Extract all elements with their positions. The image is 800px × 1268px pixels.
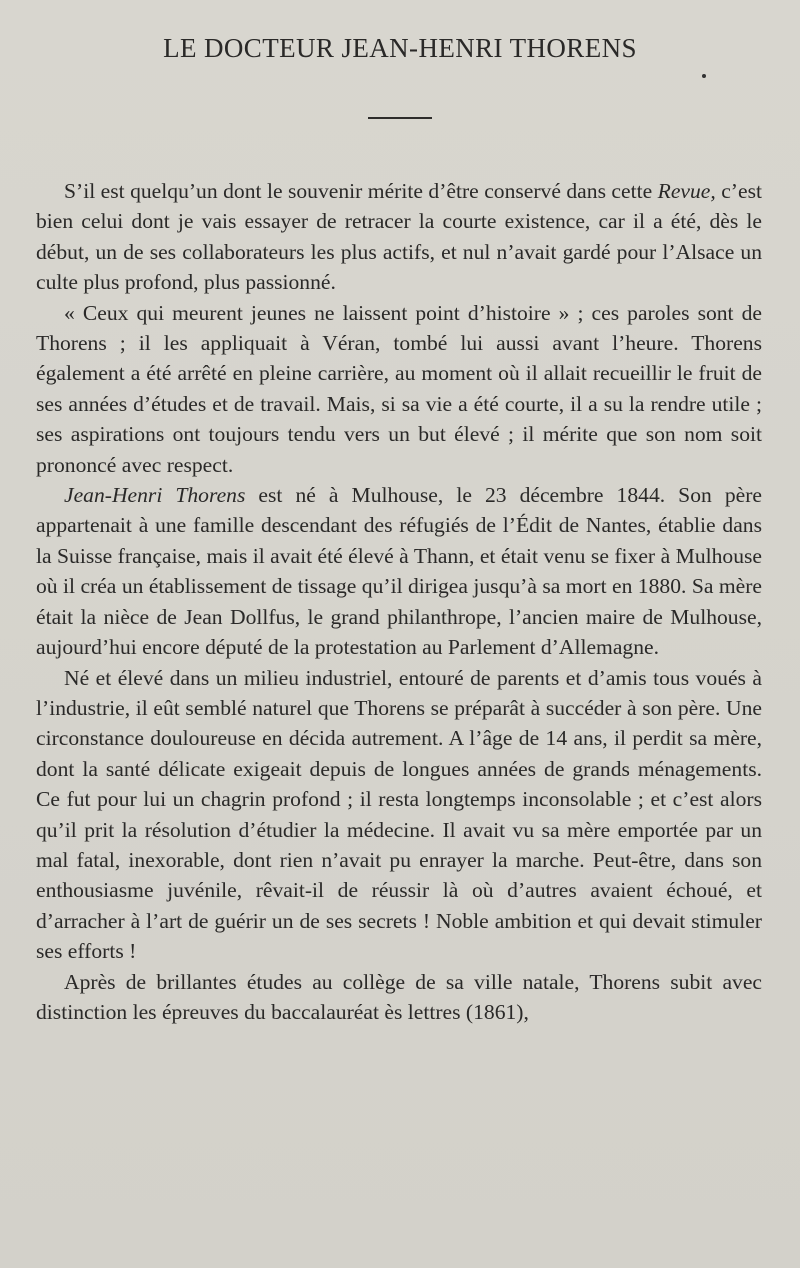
paragraph-4: [36, 663, 762, 967]
paragraph-1-revue: Revue,: [657, 179, 716, 203]
paragraph-5-text: Après de brillantes études au collège de sa ville natale, Thorens subit avec distinction les épreuves du baccalauréat ès lettres (1861),: [36, 969, 762, 1024]
article-body: [36, 176, 762, 1027]
paragraph-3-name: Jean-Henri Thorens: [64, 483, 246, 508]
paragraph-3-text: est né à Mulhouse, le 23 décembre 1844. Son père appartenait à une famille descendant des réfugiés de l’Édit de Nantes, établie dans la Suisse française, mais il avait été élevé à Thann, et était venu se fixer à Mulhouse où il créa un établissement de tissage qu’il dirigea jusqu’à sa mort en 1880. Sa mère était la nièce de Jean Dollfus, le grand philanthrope, l’ancien maire de Mulhouse, aujourd’hui encore député de la protestation au Parlement d’Allemagne.: [36, 483, 762, 660]
paragraph-2: [36, 298, 762, 480]
paragraph-3: [36, 480, 762, 662]
page-title: LE DOCTEUR JEAN-HENRI THORENS: [163, 33, 637, 63]
title-rule: [368, 117, 432, 119]
paragraph-1: [36, 176, 762, 298]
paragraph-1-text-b: c’est bien celui dont je vais essayer de retracer la courte existence, car il a été, dès le début, un de ses collaborateurs les plus actifs, et nul n’avait gardé pour l’Alsace un culte plus profond, plus passionné.: [36, 179, 762, 295]
paragraph-1-text-a: S’il est quelqu’un dont le souvenir mérite d’être conservé dans cette: [64, 179, 658, 203]
ink-speck: [702, 74, 706, 78]
paragraph-5: [36, 967, 762, 1028]
paragraph-2-text: « Ceux qui meurent jeunes ne laissent point d’histoire » ; ces paroles sont de Thorens ; il les appliquait à Véran, tombé lui aussi avant l’heure. Thorens également a été arrêté en pleine carrière, au moment où il allait recueillir le fruit de ses années d’études et de travail. Mais, si sa vie a été courte, il a su la rendre utile ; ses aspirations ont toujours tendu vers un but élevé ; il mérite que son nom soit prononcé avec respect.: [36, 300, 762, 477]
paragraph-4-text: Né et élevé dans un milieu industriel, entouré de parents et d’amis tous voués à l’industrie, il eût semblé naturel que Thorens se préparât à succéder à son père. Une circonstance douloureuse en décida autrement. A l’âge de 14 ans, il perdit sa mère, dont la santé délicate exigeait depuis de longues années de grands ménagements. Ce fut pour lui un chagrin profond ; il resta longtemps inconsolable ; et c’est alors qu’il prit la résolution d’étudier la médecine. Il avait vu sa mère emportée par un mal fatal, inexorable, dont rien n’avait pu enrayer la marche. Peut-être, dans son enthousiasme juvénile, rêvait-il de réussir là où d’autres avaient échoué, et d’arracher à l’art de guérir un de ses secrets ! Noble ambition et qui devait stimuler ses efforts !: [36, 665, 762, 964]
